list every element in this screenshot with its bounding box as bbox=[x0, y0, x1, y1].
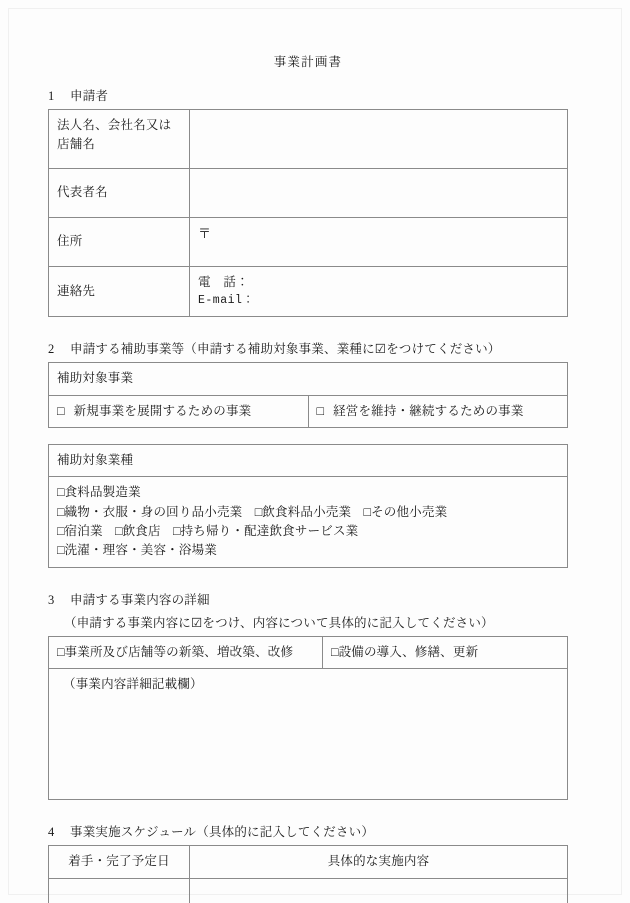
applicant-email-label: E-mail： bbox=[198, 294, 255, 308]
section-3-heading bbox=[48, 590, 568, 608]
applicant-company-name-label: 法人名、会社名又は店舗名 bbox=[49, 110, 190, 169]
checkbox-icon[interactable]: □ bbox=[57, 485, 65, 500]
applicant-phone-label: 電 話： bbox=[198, 275, 249, 289]
applicant-contact-label: 連絡先 bbox=[49, 267, 190, 317]
table-header-row bbox=[49, 846, 568, 878]
schedule-column-content: 具体的な実施内容 bbox=[190, 846, 568, 878]
section-2-heading bbox=[48, 339, 568, 357]
section-1-title: 申請者 bbox=[70, 89, 109, 103]
target-business-option-new[interactable] bbox=[49, 395, 309, 427]
target-business-header: 補助対象事業 bbox=[49, 363, 568, 395]
spacer bbox=[48, 428, 568, 444]
applicant-contact-field[interactable] bbox=[190, 267, 568, 317]
business-detail-placeholder: （事業内容詳細記載欄） bbox=[63, 677, 203, 692]
checkbox-icon[interactable]: □ bbox=[115, 524, 123, 539]
target-business-table bbox=[48, 362, 568, 428]
industry-line bbox=[57, 522, 559, 541]
section-3-title: 申請する事業内容の詳細 bbox=[70, 592, 210, 607]
target-industry-header: 補助対象業種 bbox=[49, 444, 568, 476]
table-row bbox=[49, 110, 568, 169]
industry-label: 持ち帰り・配達飲食サービス業 bbox=[180, 524, 359, 539]
table-row bbox=[49, 444, 568, 476]
target-industry-table bbox=[48, 444, 568, 568]
business-detail-option-construction[interactable] bbox=[49, 636, 323, 668]
table-row bbox=[49, 218, 568, 267]
applicant-representative-label: 代表者名 bbox=[49, 169, 190, 218]
section-1-heading bbox=[48, 86, 568, 104]
applicant-table bbox=[48, 109, 568, 317]
industry-label: その他小売業 bbox=[371, 504, 448, 519]
schedule-content-field[interactable] bbox=[190, 878, 568, 903]
business-detail-option-equipment[interactable] bbox=[323, 636, 568, 668]
industry-line bbox=[57, 541, 559, 560]
checkbox-icon[interactable]: □ bbox=[173, 524, 181, 539]
section-3-subheading: （申請する事業内容に☑をつけ、内容について具体的に記入してください） bbox=[64, 615, 494, 630]
checkbox-icon[interactable]: □ bbox=[363, 504, 372, 519]
spacer bbox=[48, 568, 568, 590]
target-business-option-new-label: 新規事業を展開するための事業 bbox=[73, 403, 252, 418]
document-content bbox=[48, 52, 568, 903]
table-row bbox=[49, 878, 568, 903]
section-2-title: 申請する補助事業等（申請する補助対象事業、業種に☑をつけてください） bbox=[70, 342, 501, 357]
checkbox-icon[interactable]: □ bbox=[316, 403, 325, 418]
checkbox-icon[interactable]: □ bbox=[57, 504, 65, 519]
checkbox-icon[interactable]: □ bbox=[254, 504, 263, 519]
applicant-company-name-field[interactable] bbox=[190, 110, 568, 169]
business-detail-option-construction-label: 事業所及び店舗等の新築、増改築、改修 bbox=[64, 644, 294, 659]
industry-label: 飲食料品小売業 bbox=[262, 504, 352, 519]
checkbox-icon[interactable]: □ bbox=[57, 543, 65, 558]
table-row bbox=[49, 477, 568, 568]
section-4-number: 4 bbox=[48, 825, 55, 840]
spacer bbox=[48, 317, 568, 339]
checkbox-icon[interactable]: □ bbox=[331, 644, 339, 659]
page-title: 事業計画書 bbox=[273, 55, 343, 69]
table-row bbox=[49, 636, 568, 668]
industry-label: 宿泊業 bbox=[64, 524, 103, 539]
section-2-number: 2 bbox=[48, 342, 55, 357]
table-row bbox=[49, 169, 568, 218]
checkbox-icon[interactable]: □ bbox=[57, 403, 65, 418]
industry-label: 食料品製造業 bbox=[64, 485, 141, 500]
checkbox-icon[interactable]: □ bbox=[57, 644, 65, 659]
table-row bbox=[49, 267, 568, 317]
table-row bbox=[49, 669, 568, 800]
industry-line bbox=[57, 503, 559, 522]
section-4-heading bbox=[48, 822, 568, 840]
schedule-table bbox=[48, 845, 568, 903]
spacer bbox=[48, 800, 568, 822]
applicant-address-field[interactable]: 〒 bbox=[190, 218, 568, 267]
business-detail-textarea[interactable] bbox=[49, 669, 568, 800]
business-detail-table bbox=[48, 636, 568, 800]
table-row bbox=[49, 363, 568, 395]
applicant-address-label: 住所 bbox=[49, 218, 190, 267]
section-3-number: 3 bbox=[48, 592, 55, 607]
target-business-option-continue[interactable] bbox=[308, 395, 568, 427]
section-1-number: 1 bbox=[48, 89, 55, 103]
industry-line bbox=[57, 483, 559, 502]
target-industry-options bbox=[49, 477, 568, 568]
schedule-date-field[interactable] bbox=[49, 878, 190, 903]
section-4-title: 事業実施スケジュール（具体的に記入してください） bbox=[70, 825, 375, 840]
table-row bbox=[49, 395, 568, 427]
business-detail-option-equipment-label: 設備の導入、修繕、更新 bbox=[338, 644, 479, 659]
checkbox-icon[interactable]: □ bbox=[57, 524, 65, 539]
target-business-option-continue-label: 経営を維持・継続するための事業 bbox=[333, 403, 524, 418]
industry-label: 織物・衣服・身の回り品小売業 bbox=[64, 504, 243, 519]
industry-label: 洗濯・理容・美容・浴場業 bbox=[64, 543, 217, 558]
applicant-representative-field[interactable] bbox=[190, 169, 568, 218]
schedule-column-date: 着手・完了予定日 bbox=[49, 846, 190, 878]
industry-label: 飲食店 bbox=[122, 524, 161, 539]
